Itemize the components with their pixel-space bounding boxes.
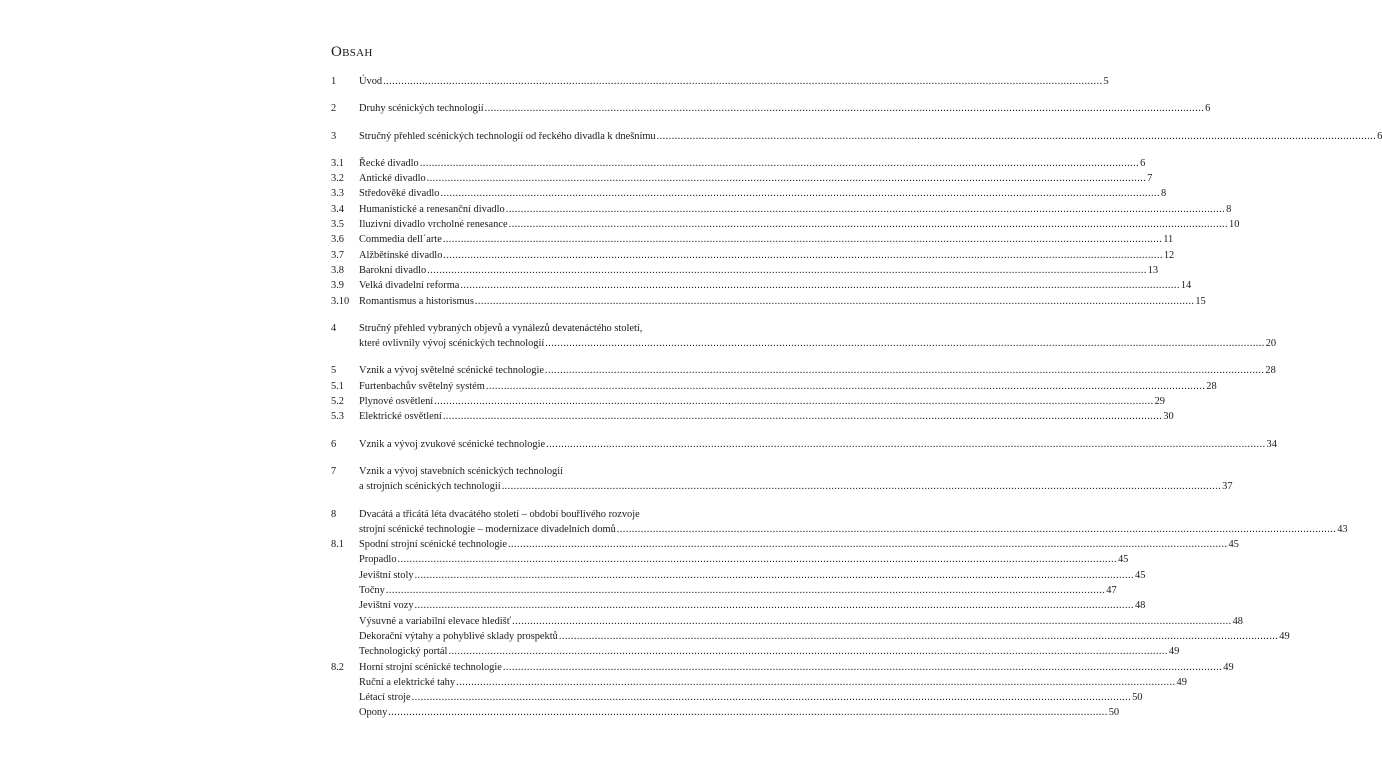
toc-entry-number: 3.6 — [331, 234, 344, 246]
toc-entry-title: Velká divadelní reforma — [359, 280, 460, 292]
toc-entry — [331, 186, 1167, 201]
toc-entry-title: Středověké divadlo — [359, 188, 440, 200]
toc-entry-number: 3.2 — [331, 173, 344, 185]
toc-entry-title: Horní strojní scénické technologie — [359, 661, 502, 673]
toc-entry-title: Romantismus a historismus — [359, 295, 474, 307]
toc-entry-title: Vznik a vývoj zvukové scénické technologie — [359, 438, 546, 450]
dot-leader — [505, 202, 1226, 217]
toc-entry — [331, 363, 1276, 378]
toc-entry-page: 49 — [1168, 646, 1180, 658]
toc-entry — [331, 101, 1211, 116]
toc-entry-page: 20 — [1265, 338, 1277, 350]
toc-entry — [331, 705, 1120, 720]
toc-entry-page: 48 — [1232, 615, 1243, 627]
toc-entry — [331, 294, 1206, 309]
toc-entry-title: Druhy scénických technologií — [359, 103, 484, 115]
toc-entry-number: 5.2 — [331, 396, 344, 408]
toc-entry — [331, 629, 1290, 644]
toc-entry-title: Točny — [359, 585, 385, 597]
toc-entry-title: Ruční a elektrické tahy — [359, 676, 456, 688]
toc-entry — [331, 278, 1192, 293]
toc-entry — [331, 614, 1243, 629]
toc-entry — [331, 644, 1180, 659]
toc-entry-page: 14 — [1180, 280, 1192, 292]
dot-leader — [455, 675, 1176, 690]
toc-entry-page: 6 — [1377, 130, 1382, 142]
toc-entry-page: 43 — [1337, 523, 1348, 535]
toc-entry-page: 29 — [1154, 396, 1165, 408]
toc-entry — [331, 232, 1174, 247]
toc-entry-page: 15 — [1195, 295, 1206, 307]
toc-entry-number: 3.4 — [331, 203, 344, 215]
dot-leader — [508, 217, 1229, 232]
toc-entry-title: Humanistické a renesanční divadlo — [359, 203, 505, 215]
toc-entry — [331, 598, 1146, 613]
toc-entry-title: Řecké divadlo — [359, 157, 419, 169]
dot-leader — [656, 129, 1377, 144]
dot-leader — [387, 705, 1108, 720]
toc-entry — [331, 690, 1143, 705]
toc-entry-page: 7 — [1147, 173, 1153, 185]
toc-entry-page: 6 — [1140, 157, 1146, 169]
toc-entry-title: Barokní divadlo — [359, 264, 427, 276]
toc-entry-page: 45 — [1117, 554, 1129, 566]
toc-entry — [331, 321, 1277, 352]
toc-entry-title-line1: Dvacátá a třicátá léta dvacátého století – období bouřlivého rozvoje — [359, 508, 640, 520]
dot-leader — [426, 171, 1147, 186]
toc-entry-number: 5 — [331, 365, 337, 377]
toc-entry-page: 10 — [1229, 219, 1240, 231]
toc-entry-title: Stručný přehled scénických technologií od řeckého divadla k dnešnímu — [359, 130, 656, 142]
toc-entry — [331, 129, 1382, 144]
dot-leader — [545, 437, 1266, 452]
dot-leader — [442, 409, 1163, 424]
toc-entry-number: 4 — [331, 322, 337, 334]
dot-leader — [397, 552, 1118, 567]
toc-entry-page: 47 — [1106, 585, 1117, 597]
toc-entry — [331, 675, 1187, 690]
toc-entry-number: 5.1 — [331, 380, 344, 392]
dot-leader — [502, 660, 1223, 675]
toc-entry-title: Dekorační výtahy a pohyblivé sklady prospektů — [359, 630, 558, 642]
toc-entry-page: 11 — [1163, 234, 1174, 246]
dot-leader — [440, 186, 1161, 201]
toc-entry — [331, 583, 1117, 598]
toc-entry-title: Iluzivní divadlo vrcholné renesance — [359, 219, 508, 231]
dot-leader — [414, 598, 1135, 613]
dot-leader — [501, 479, 1222, 494]
toc-entry — [331, 263, 1159, 278]
toc-entry — [331, 464, 1233, 495]
toc-entry-title: Furtenbachův světelný systém — [359, 380, 485, 392]
dot-leader — [426, 263, 1147, 278]
dot-leader — [558, 629, 1279, 644]
toc-entry-title: Commedia dell´arte — [359, 234, 442, 246]
toc-entry-title: které ovlivnily vývoj scénických technologií — [359, 338, 545, 350]
toc-entry-title: Výsuvné a variabilní elevace hledišť — [359, 615, 512, 627]
dot-leader — [414, 568, 1135, 583]
toc-entry-title: Alžbětínské divadlo — [359, 249, 443, 261]
dot-leader — [544, 363, 1265, 378]
toc-entry-page: 12 — [1163, 249, 1175, 261]
table-of-contents — [331, 74, 1382, 721]
dot-leader — [459, 278, 1180, 293]
toc-entry-page: 50 — [1132, 692, 1143, 704]
toc-entry-number: 6 — [331, 438, 337, 450]
toc-entry-title-line1: Vznik a vývoj stavebních scénických technologií — [359, 465, 564, 477]
toc-entry-number: 5.3 — [331, 411, 344, 423]
toc-entry — [331, 74, 1109, 89]
dot-leader — [442, 232, 1163, 247]
toc-entry-number: 8 — [331, 508, 337, 520]
toc-entry-title: Jevištní stoly — [359, 569, 414, 581]
toc-entry — [331, 568, 1146, 583]
toc-entry-title: Úvod — [359, 76, 383, 87]
toc-entry-number: 3.7 — [331, 249, 344, 261]
toc-entry-page: 30 — [1163, 411, 1174, 423]
toc-entry-title: Propadlo — [359, 554, 397, 566]
toc-entry-page: 49 — [1176, 676, 1187, 688]
toc-entry — [331, 202, 1232, 217]
toc-entry — [331, 248, 1175, 263]
dot-leader — [511, 614, 1232, 629]
toc-entry-title: Spodní strojní scénické technologie — [359, 539, 508, 551]
toc-entry-page: 28 — [1206, 380, 1217, 392]
toc-entry-title: a strojních scénických technologií — [359, 481, 501, 493]
dot-leader — [485, 379, 1206, 394]
toc-entry-page: 48 — [1134, 600, 1146, 612]
toc-entry — [331, 437, 1277, 452]
dot-leader — [616, 522, 1337, 537]
toc-entry-page: 5 — [1103, 76, 1109, 87]
toc-entry-page: 34 — [1266, 438, 1277, 450]
toc-entry-page: 8 — [1226, 203, 1232, 215]
dot-leader — [385, 583, 1106, 598]
toc-entry-title: Technologický portál — [359, 646, 448, 658]
toc-entry-page: 8 — [1160, 188, 1167, 200]
toc-entry-page: 50 — [1108, 707, 1120, 719]
toc-entry-number: 8.2 — [331, 661, 344, 673]
toc-entry-number: 2 — [331, 103, 337, 115]
toc-entry — [331, 409, 1174, 424]
toc-entry-title: Opony — [359, 707, 388, 719]
toc-entry — [331, 552, 1129, 567]
toc-entry-number: 3.5 — [331, 219, 344, 231]
toc-entry — [331, 171, 1153, 186]
toc-entry-number: 3.1 — [331, 157, 344, 169]
toc-entry-number: 7 — [331, 465, 337, 477]
toc-entry-title: Jevištní vozy — [359, 600, 414, 612]
toc-entry-number: 1 — [331, 76, 337, 87]
dot-leader — [419, 156, 1140, 171]
toc-entry-number: 3.8 — [331, 264, 344, 276]
dot-leader — [442, 248, 1163, 263]
dot-leader — [433, 394, 1154, 409]
toc-entry — [331, 379, 1217, 394]
toc-entry-number: 3.3 — [331, 188, 344, 200]
toc-entry-title: Vznik a vývoj světelné scénické technologie — [359, 365, 544, 377]
toc-entry-page: 6 — [1205, 103, 1211, 115]
toc-title: Obsah — [331, 44, 373, 60]
toc-entry-title: Létací stroje — [359, 692, 411, 704]
dot-leader — [382, 74, 1103, 89]
toc-entry-title-line1: Stručný přehled vybraných objevů a vynálezů devatenáctého století, — [359, 322, 643, 334]
toc-entry-page: 49 — [1279, 630, 1290, 642]
toc-entry-page: 13 — [1147, 264, 1159, 276]
toc-entry-number: 3.10 — [331, 295, 350, 307]
toc-entry-page: 45 — [1135, 569, 1146, 581]
toc-entry — [331, 394, 1165, 409]
toc-entry-page: 28 — [1265, 365, 1276, 377]
toc-entry-page: 37 — [1222, 481, 1233, 493]
toc-entry-title: strojní scénické technologie – modernizace divadelních domů — [359, 523, 616, 535]
toc-entry-number: 3.9 — [331, 280, 344, 292]
toc-entry-number: 8.1 — [331, 539, 344, 551]
toc-entry-page: 49 — [1223, 661, 1234, 673]
toc-entry — [331, 507, 1348, 538]
dot-leader — [484, 101, 1205, 116]
toc-entry-title: Elektrické osvětlení — [359, 411, 442, 423]
dot-leader — [544, 336, 1265, 351]
toc-entry — [331, 217, 1240, 232]
toc-entry-title: Plynové osvětlení — [359, 396, 434, 408]
toc-entry-page: 45 — [1228, 539, 1239, 551]
dot-leader — [447, 644, 1168, 659]
toc-entry — [331, 156, 1146, 171]
toc-entry-title: Antické divadlo — [359, 173, 426, 185]
dot-leader — [474, 294, 1195, 309]
dot-leader — [411, 690, 1132, 705]
dot-leader — [507, 537, 1228, 552]
toc-entry-number: 3 — [331, 130, 337, 142]
toc-entry — [331, 660, 1234, 675]
toc-entry — [331, 537, 1239, 552]
